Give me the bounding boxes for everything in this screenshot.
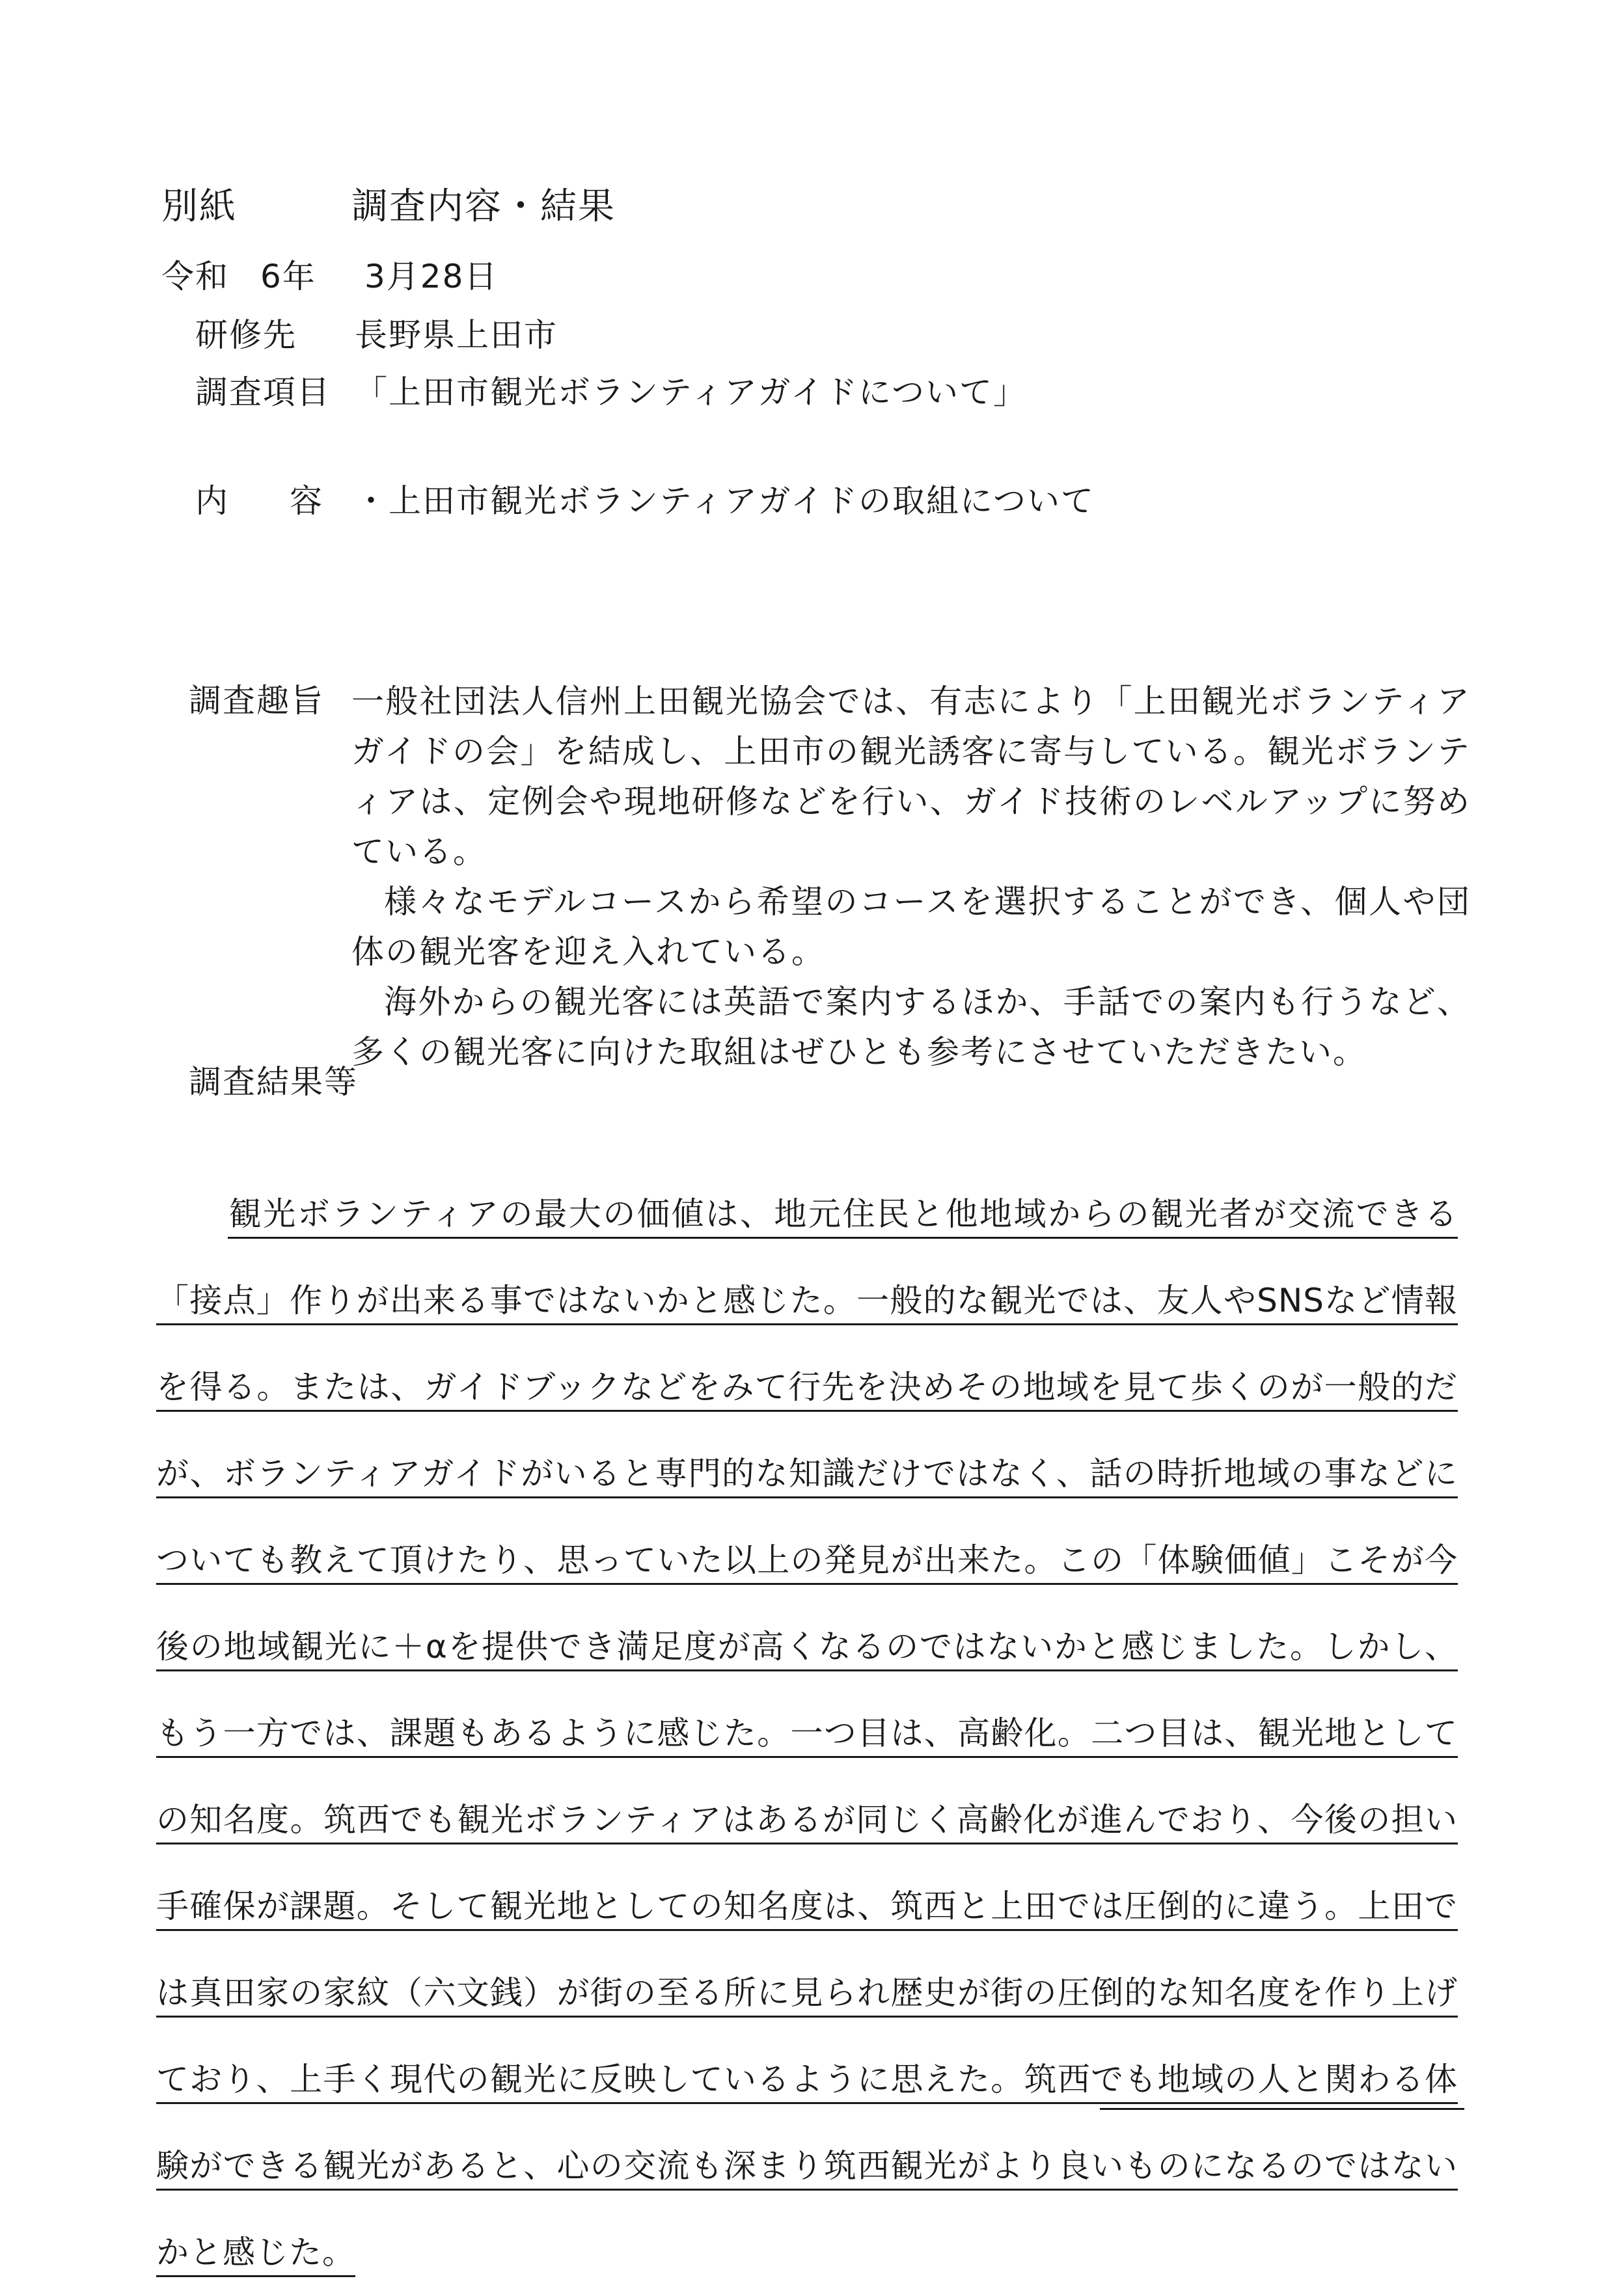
survey-item-label: 調査項目 [195,373,331,411]
purpose-paragraph: 一般社団法人信州上田観光協会では、有志により「上田観光ボランティアガイドの会」を結成し、上田市の観光誘客に寄与している。観光ボランティアは、定例会や現地研修などを行い、ガイド技術のレベルアップに努めている。 [351,682,1471,871]
results-body [156,1171,1458,2296]
purpose-paragraph: 様々なモデルコースから希望のコースを選択することができ、個人や団体の観光客を迎え入れている。 [351,883,1471,971]
date-era: 令和 [161,258,229,295]
purpose-label: 調査趣旨 [189,682,324,720]
purpose-paragraph: 海外からの観光客には英語で案内するほか、手話での案内も行うなど、多くの観光客に向けた取組はぜひとも参考にさせていただきたい。 [351,983,1471,1071]
destination-label: 研修先 [195,316,297,354]
content-label-part1: 内 [195,482,229,520]
date-month-day: 3月28日 [364,258,499,295]
underline-tail [1100,2108,1464,2110]
content-value: ・上田市観光ボランティアガイドの取組について [355,482,1095,520]
destination-value: 長野県上田市 [355,316,558,354]
page-title: 調査内容・結果 [351,185,616,228]
results-text: 観光ボランティアの最大の価値は、地元住民と他地域からの観光者が交流できる「接点」作りが出来る事ではないかと感じた。一般的な観光では、友人やSNSなど情報を得る。または、ガイドブックなどをみて行先を決めその地域を見て歩くのが一般的だが、ボランティアガイドがいると専門的な知識だけではなく、話の時折地域の事などについても教えて頂けたり、思っていた以上の発見が出来た。この「体験価値」こそが今後の地域観光に＋αを提供でき満足度が高くなるのではないかと感じました。しかし、もう一方では、課題もあるように感じた。一つ目は、高齢化。二つ目は、観光地としての知名度。筑西でも観光ボランティアはあるが同じく高齢化が進んでおり、今後の担い手確保が課題。そして観光地としての知名度は、筑西と上田では圧倒的に違う。上田では真田家の家紋（六文銭）が街の至る所に見られ歴史が街の圧倒的な知名度を作り上げており、上手く現代の観光に反映しているように思えた。筑西でも地域の人と関わる体験ができる観光があると、心の交流も深まり筑西観光がより良いものになるのではないかと感じた。 [156,1195,1458,2271]
attachment-label: 別紙 [161,185,237,228]
date-year: 6年 [260,258,316,295]
survey-item-value: 「上田市観光ボランティアガイドについて」 [355,373,1027,411]
content-label-part2: 容 [290,482,323,520]
purpose-text [351,677,1471,1077]
results-label: 調査結果等 [189,1063,358,1101]
